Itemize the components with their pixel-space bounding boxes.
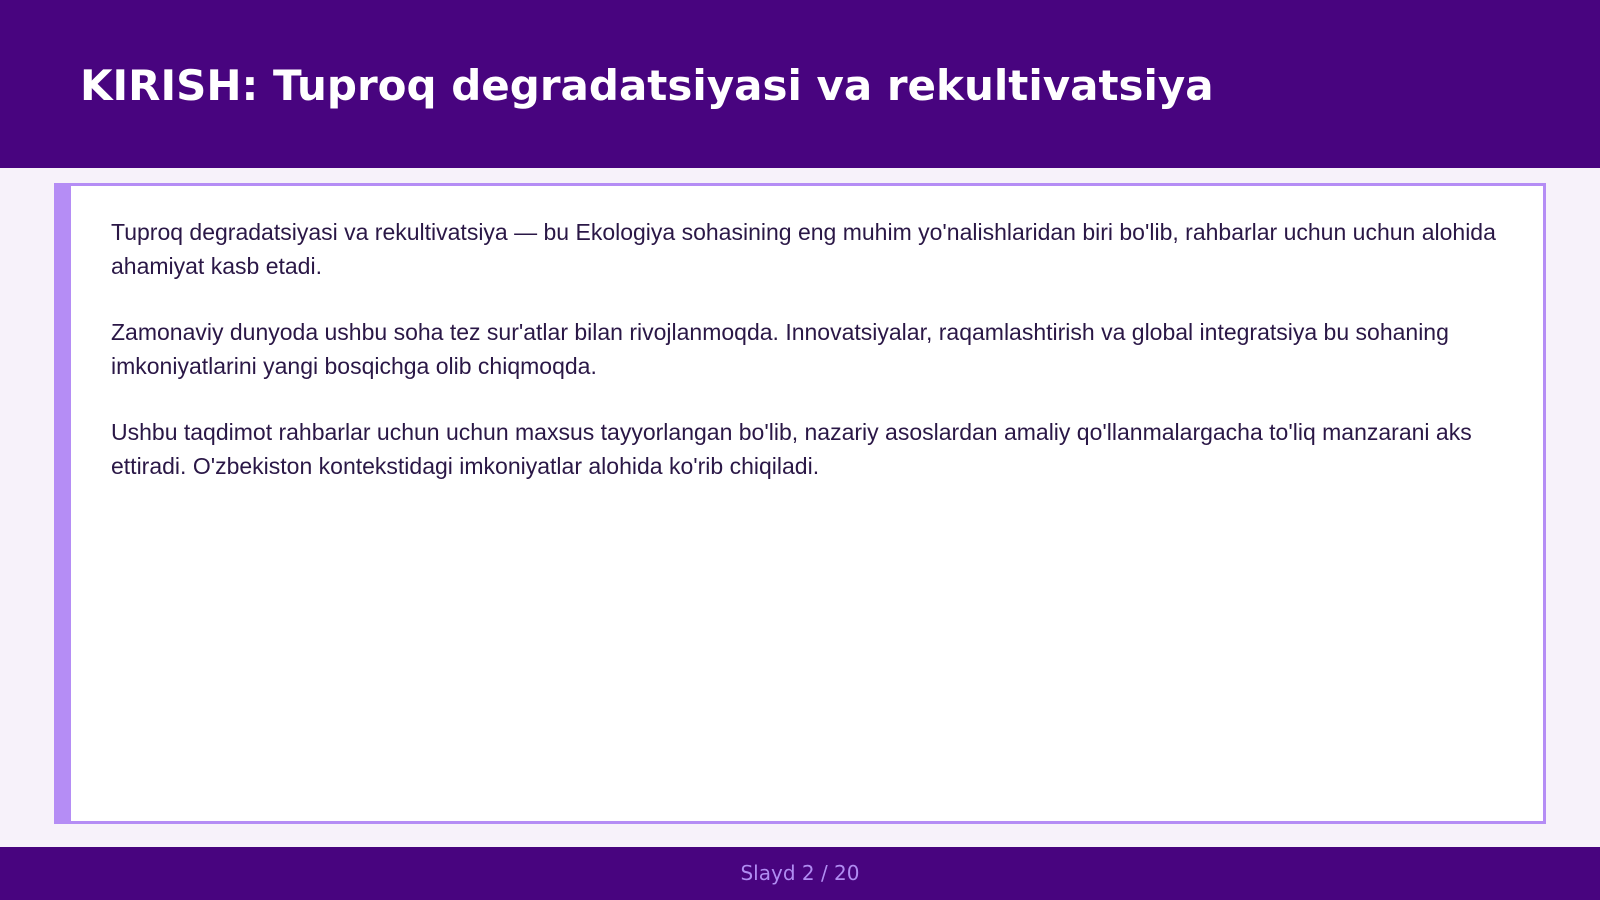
slide-number: Slayd 2 / 20: [740, 861, 860, 885]
paragraph-presentation-scope: Ushbu taqdimot rahbarlar uchun uchun maxsus tayyorlangan bo'lib, nazariy asoslardan amaliy qo'llanmalargacha to'liq manzarani aks ettiradi. O'zbekiston kontekstidagi imkoniyatlar alohida ko'rib chiqiladi.: [111, 419, 1472, 479]
content-body: [111, 216, 1511, 516]
slide-header: [0, 0, 1600, 168]
content-card: [54, 183, 1546, 824]
slide-title: KIRISH: Tuproq degradatsiyasi va rekultivatsiya: [80, 61, 1214, 110]
paragraph-modern-world: Zamonaviy dunyoda ushbu soha tez sur'atlar bilan rivojlanmoqda. Innovatsiyalar, raqamlashtirish va global integratsiya bu sohaning imkoniyatlarini yangi bosqichga olib chiqmoqda.: [111, 319, 1449, 379]
slide-footer: [0, 847, 1600, 900]
paragraph-intro: Tuproq degradatsiyasi va rekultivatsiya — bu Ekologiya sohasining eng muhim yo'nalishlaridan biri bo'lib, rahbarlar uchun uchun alohida ahamiyat kasb etadi.: [111, 219, 1496, 279]
